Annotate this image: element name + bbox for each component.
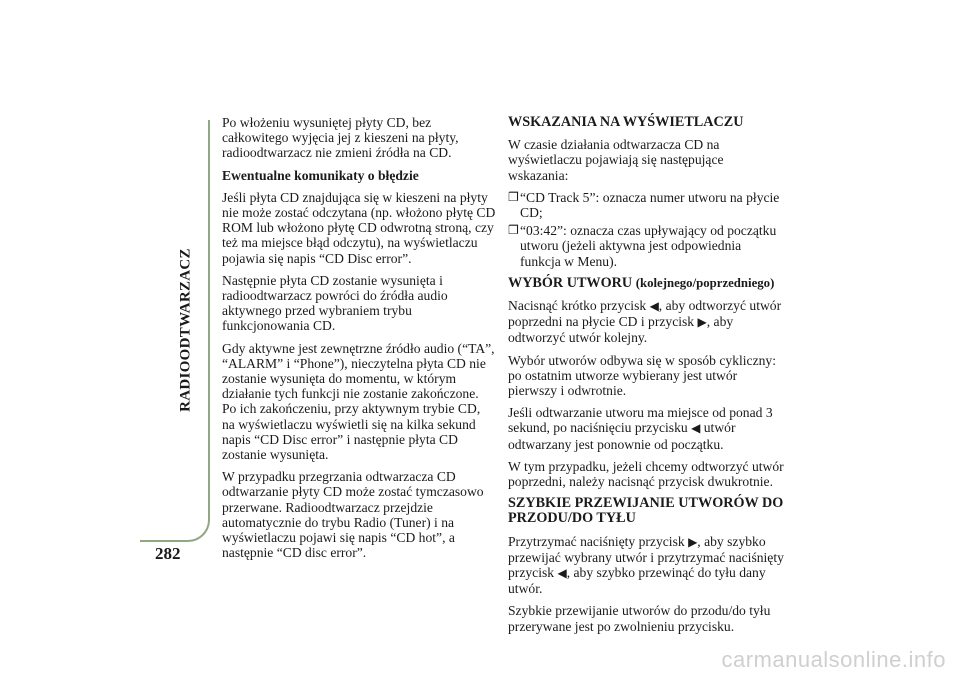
subheading-errors: Ewentualne komunikaty o błędzie bbox=[222, 167, 419, 183]
list-item-text: “03:42”: oznacza czas upływający od początku utworu (jeżeli aktywna jest odpowiednia funkcja w Menu). bbox=[520, 223, 777, 269]
paragraph bbox=[508, 534, 784, 597]
page-number: 282 bbox=[155, 544, 181, 563]
paragraph: Szybkie przewijanie utworów do przodu/do tyłu przerywane jest po zwolnieniu przycisku. bbox=[508, 603, 771, 634]
text: , aby odtworzyć utwór kolejny. bbox=[508, 314, 734, 346]
paragraph bbox=[508, 298, 784, 346]
section-title: RADIOODTWARZACZ bbox=[177, 248, 194, 412]
text: , aby szybko przewinąć do tyłu dany utwór. bbox=[508, 565, 766, 597]
arrow-left-icon: ◀ bbox=[691, 421, 701, 436]
paragraph: Jeśli płyta CD znajdująca się w kieszeni na płyty nie może zostać odczytana (np. włożono płytę CD ROM lub włożono płytę CD odwrotną stroną, czy też ma miejsce błąd odczytu), na wyświetlaczu pojawia się napis “CD Disc error”. bbox=[222, 189, 496, 266]
heading-subtext: (kolejnego/poprzedniego) bbox=[635, 275, 775, 290]
left-column bbox=[222, 115, 496, 567]
list-item bbox=[508, 190, 784, 220]
paragraph: W czasie działania odtwarzacza CD na wyświetlaczu pojawiają się następujące wskazania: bbox=[508, 137, 724, 183]
text: utwór odtwarzany jest ponownie od początku. bbox=[508, 420, 736, 452]
paragraph: W tym przypadku, jeżeli chcemy odtworzyć utwór poprzedni, należy nacisnąć przycisk dwukrotnie. bbox=[508, 458, 784, 490]
heading-display: WSKAZANIA NA WYŚWIETLACZU bbox=[508, 114, 744, 130]
text: Przytrzymać naciśnięty przycisk bbox=[508, 533, 685, 549]
list-item-text: “CD Track 5”: oznacza numer utworu na płycie CD; bbox=[520, 189, 780, 221]
paragraph: Po włożeniu wysuniętej płyty CD, bez całkowitego wyjęcia jej z kieszeni na płyty, radioodtwarzacz nie zmieni źródła na CD. bbox=[222, 115, 459, 161]
paragraph: Następnie płyta CD zostanie wysunięta i radioodtwarzacz powróci do źródła audio aktywnego przed wybraniem trybu funkcjonowania CD. bbox=[222, 272, 448, 334]
side-frame bbox=[140, 120, 210, 542]
arrow-right-icon: ▶ bbox=[697, 315, 707, 330]
arrow-right-icon: ▶ bbox=[688, 534, 698, 549]
paragraph: W przypadku przegrzania odtwarzacza CD odtwarzanie płyty CD może zostać tymczasowo przerwane. Radioodtwarzacz przejdzie automatycznie do trybu Radio (Tuner) i na wyświetlaczu pojawi się napis “CD hot”, a następnie “CD disc error”. bbox=[222, 469, 484, 561]
watermark: carmanualsonline.info bbox=[721, 647, 946, 672]
checkbox-bullet-icon: ❒ bbox=[508, 189, 519, 204]
paragraph: Wybór utworów odbywa się w sposób cykliczny: po ostatnim utworze wybierany jest utwór pierwszy i odwrotnie. bbox=[508, 352, 776, 399]
checkbox-bullet-icon: ❒ bbox=[508, 223, 519, 238]
text: Nacisnąć krótko przycisk bbox=[508, 298, 647, 314]
heading-text: WYBÓR UTWORU bbox=[508, 274, 633, 291]
paragraph: Gdy aktywne jest zewnętrzne źródło audio (“TA”, “ALARM” i “Phone”), nieczytelna płyta CD nie zostanie wysunięta do momentu, w którym działanie tych funkcji nie zostanie zakończone. Po ich zakończeniu, przy aktywnym trybie CD, na wyświetlaczu wyświetli się na kilka sekund napis “CD Disc error” i następnie płyta CD zostanie wysunięta. bbox=[222, 340, 495, 463]
text: , aby szybko przewijać wybrany utwór i przytrzymać naciśnięty przycisk bbox=[508, 533, 784, 581]
list-item bbox=[508, 223, 784, 269]
paragraph bbox=[508, 405, 784, 452]
arrow-left-icon: ◀ bbox=[649, 299, 659, 314]
heading-fast-forward: SZYBKIE PRZEWIJANIE UTWORÓW DO PRZODU/DO TYŁU bbox=[508, 495, 784, 527]
right-column bbox=[508, 115, 784, 641]
arrow-left-icon: ◀ bbox=[557, 566, 567, 581]
heading-track-select bbox=[508, 276, 784, 291]
text: Jeśli odtwarzanie utworu ma miejsce od ponad 3 sekund, po naciśnięciu przycisku bbox=[508, 405, 773, 436]
text: , aby odtworzyć utwór poprzedni na płycie CD i przycisk bbox=[508, 298, 782, 330]
